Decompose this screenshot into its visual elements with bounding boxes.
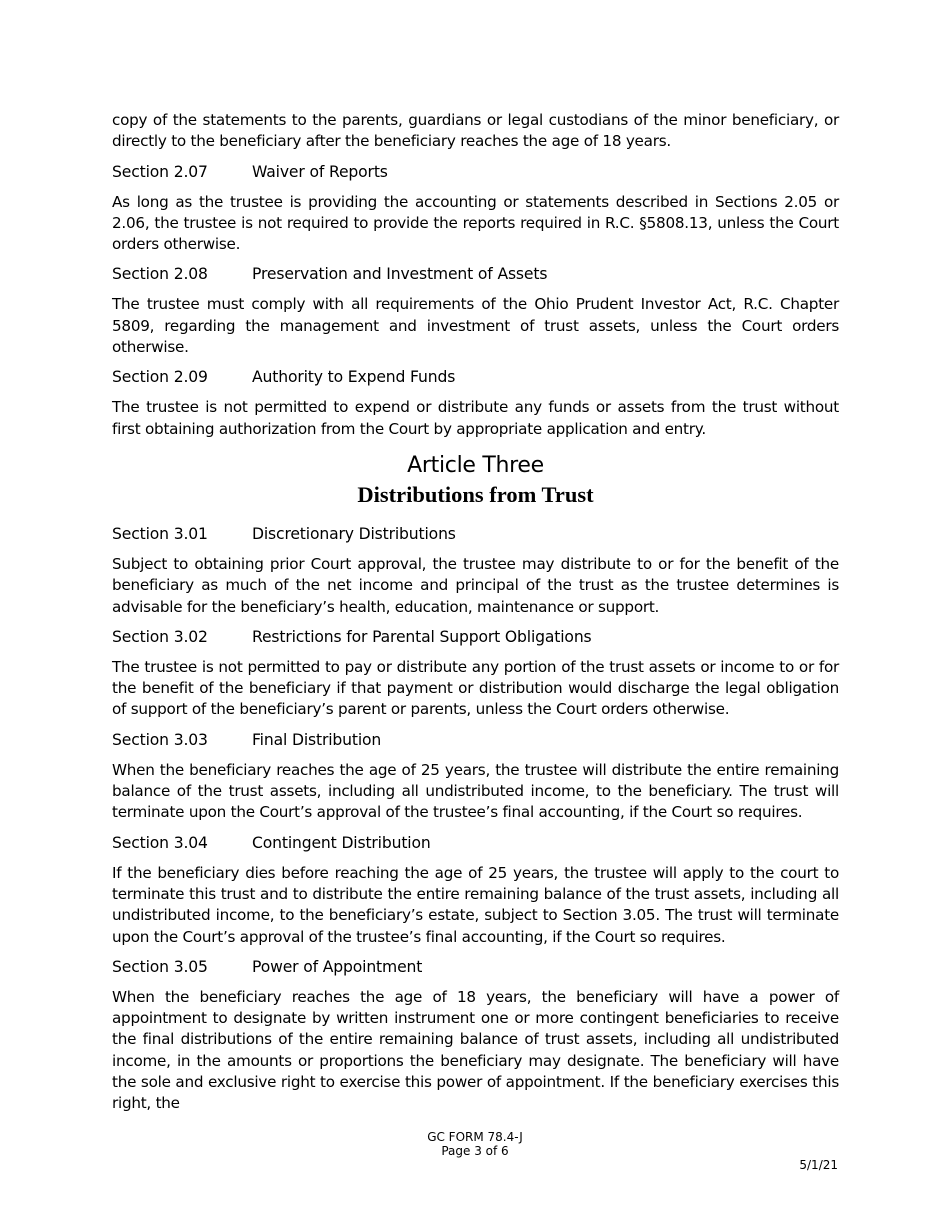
section-heading bbox=[112, 957, 839, 978]
page-footer bbox=[0, 1130, 950, 1158]
form-number: GC FORM 78.4-J bbox=[427, 1130, 523, 1144]
section-heading bbox=[112, 524, 839, 545]
article-header bbox=[112, 452, 839, 510]
section-number: Section 2.09 bbox=[112, 368, 208, 387]
section-heading bbox=[112, 264, 839, 285]
section-2-07 bbox=[112, 162, 839, 256]
revision-date: 5/1/21 bbox=[799, 1158, 838, 1172]
intro-paragraph: copy of the statements to the parents, guardians or legal custodians of the minor beneficiary, or directly to the beneficiary after the beneficiary reaches the age of 18 years. bbox=[112, 111, 839, 151]
article-heading: Article Three bbox=[407, 452, 544, 478]
section-title: Authority to Expend Funds bbox=[252, 368, 456, 387]
section-body: If the beneficiary dies before reaching the age of 25 years, the trustee will apply to the court to terminate this trust and to distribute the entire remaining balance of the trust assets, including all undistributed income, to the beneficiary’s estate, subject to Section 3.05. The trust will terminate upon the Court’s approval of the trustee’s final accounting, if the Court so requires. bbox=[112, 863, 839, 946]
section-heading bbox=[112, 833, 839, 854]
section-body: When the beneficiary reaches the age of 25 years, the trustee will distribute the entire remaining balance of the trust assets, including all undistributed income, to the beneficiary. The trust will terminate upon the Court’s approval of the trustee’s final accounting, if the Court so requires. bbox=[112, 760, 839, 822]
section-2-09 bbox=[112, 367, 839, 440]
section-heading bbox=[112, 730, 839, 751]
section-number: Section 3.01 bbox=[112, 524, 208, 543]
section-number: Section 2.07 bbox=[112, 162, 208, 181]
section-number: Section 3.05 bbox=[112, 957, 208, 976]
page-number: Page 3 of 6 bbox=[441, 1144, 509, 1158]
document-page bbox=[112, 110, 839, 1115]
section-number: Section 2.08 bbox=[112, 265, 208, 284]
section-body: The trustee must comply with all requirements of the Ohio Prudent Investor Act, R.C. Chapter 5809, regarding the management and investment of trust assets, unless the Court orders otherwise. bbox=[112, 295, 839, 357]
section-3-02 bbox=[112, 627, 839, 721]
section-heading bbox=[112, 367, 839, 388]
section-title: Preservation and Investment of Assets bbox=[252, 265, 548, 284]
section-3-01 bbox=[112, 524, 839, 618]
section-title: Discretionary Distributions bbox=[252, 524, 456, 543]
section-heading bbox=[112, 162, 839, 183]
section-body: When the beneficiary reaches the age of 18 years, the beneficiary will have a power of appointment to designate by written instrument one or more contingent beneficiaries to receive the final distributions of the entire remaining balance of trust assets, including all undistributed income, in the amounts or proportions the beneficiary may designate. The beneficiary will have the sole and exclusive right to exercise this power of appointment. If the beneficiary exercises this right, the bbox=[112, 987, 839, 1113]
section-heading bbox=[112, 627, 839, 648]
section-3-05 bbox=[112, 957, 839, 1115]
section-title: Restrictions for Parental Support Obligations bbox=[252, 627, 592, 646]
section-number: Section 3.02 bbox=[112, 627, 208, 646]
section-3-03 bbox=[112, 730, 839, 824]
article-subheading: Distributions from Trust bbox=[357, 481, 594, 507]
section-title: Final Distribution bbox=[252, 730, 382, 749]
section-body: As long as the trustee is providing the accounting or statements described in Sections 2.05 or 2.06, the trustee is not required to provide the reports required in R.C. §5808.13, unless the Court orders otherwise. bbox=[112, 192, 839, 254]
section-2-08 bbox=[112, 264, 839, 358]
section-title: Contingent Distribution bbox=[252, 833, 431, 852]
section-body: The trustee is not permitted to pay or distribute any portion of the trust assets or income to or for the benefit of the beneficiary if that payment or distribution would discharge the legal obligation of support of the beneficiary’s parent or parents, unless the Court orders otherwise. bbox=[112, 657, 839, 719]
section-title: Waiver of Reports bbox=[252, 162, 388, 181]
section-body: The trustee is not permitted to expend or distribute any funds or assets from the trust without first obtaining authorization from the Court by appropriate application and entry. bbox=[112, 398, 839, 438]
section-number: Section 3.03 bbox=[112, 730, 208, 749]
section-3-04 bbox=[112, 833, 839, 948]
section-body: Subject to obtaining prior Court approval, the trustee may distribute to or for the benefit of the beneficiary as much of the net income and principal of the trust as the trustee determines is advisable for the beneficiary’s health, education, maintenance or support. bbox=[112, 554, 839, 616]
section-title: Power of Appointment bbox=[252, 957, 423, 976]
section-number: Section 3.04 bbox=[112, 833, 208, 852]
